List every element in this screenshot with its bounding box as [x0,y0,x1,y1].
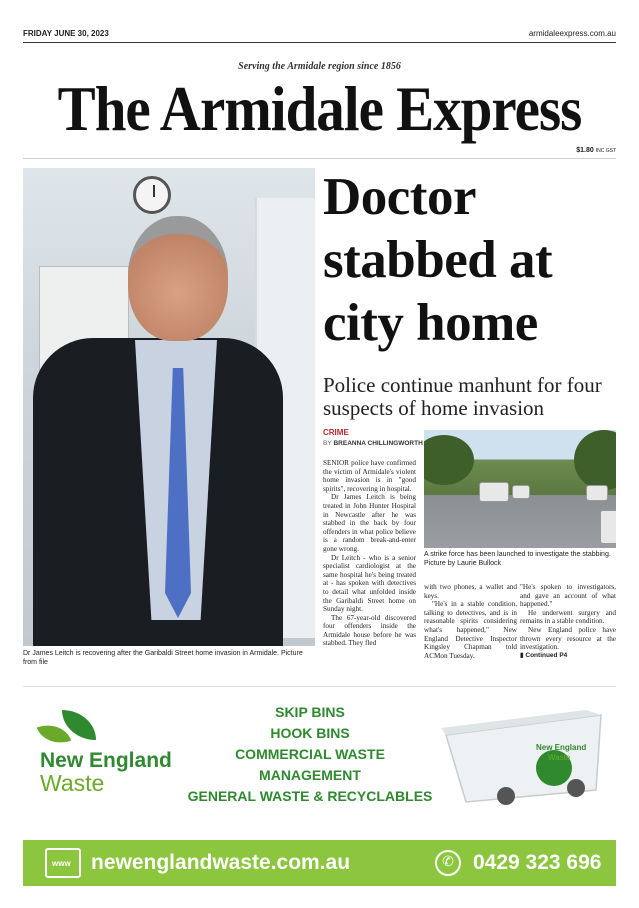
tree-shape [424,435,474,485]
leaf-logo-icon [38,708,98,748]
paragraph: "He's spoken to investigators, and gave an account of what happened." [520,583,616,609]
clock-icon [133,176,171,214]
service-item: COMMERCIAL WASTE [235,746,385,762]
story-column-3 [520,583,616,660]
byline-prefix: BY [323,440,332,447]
price-note: INC GST [595,148,616,154]
car-shape [586,485,608,501]
ad-divider [23,686,616,687]
cover-price [576,147,616,154]
lead-photo [23,168,315,646]
ad-contact-banner [23,840,616,886]
ad-brand-line1: New England [40,749,172,772]
lead-photo-caption: Dr James Leitch is recovering after the Garibaldi Street home invasion in Armidale. Picture from file [23,650,303,666]
paragraph: New England police have thrown every resource at the investigation. [520,625,616,652]
service-item: HOOK BINS [270,725,350,741]
ad-website-link[interactable]: newenglandwaste.com.au [91,851,351,874]
continued-link[interactable]: ▮ Continued P4 [520,651,568,659]
masthead-title: The Armidale Express [57,74,582,145]
ad-brand-line2: Waste [40,770,105,796]
car-shape [479,482,509,502]
www-icon [45,848,81,878]
bin-label-1: New England [536,743,587,752]
bin-label-2: Waste [548,753,571,762]
skip-bin-image [436,710,611,805]
top-bar [23,29,616,43]
story-kicker: CRIME [323,428,349,437]
paragraph: Dr Leitch - who is a senior specialist cardiologist at the same hospital he's being treated at - has spoken with detectives to detail what unfolded inside the Garibaldi Street home on Sunday night. [323,553,416,614]
paragraph: SENIOR police have confirmed the victim of Armidale's violent home invasion is in "good spirits", recovering in hospital. [323,459,416,493]
street-photo [424,430,616,548]
service-item: GENERAL WASTE & RECYCLABLES [187,788,433,804]
continued-text: Continued P4 [525,651,568,659]
ad-services [170,702,450,807]
car-shape [512,485,530,499]
story-subhead: Police continue manhunt for four suspects of home invasion [323,373,602,420]
byline-author: BREANNA CHILLINGWORTH [333,440,423,447]
paragraph: The 67-year-old discovered four offenders inside the Armidale house before he was stabbed. They fled [323,613,416,648]
paragraph: He underwent surgery and remains in a stable condition. [520,608,616,626]
www-label: www [52,859,71,868]
story-column-1 [323,459,416,648]
story-headline: Doctor stabbed at city home [323,168,553,352]
price-value: $1.80 [576,147,594,154]
story-column-2 [424,583,517,660]
masthead-divider [23,158,616,159]
issue-date: FRIDAY JUNE 30, 2023 [23,29,109,38]
street-photo-caption: A strike force has been launched to investigate the stabbing. Picture by Laurie Bullock [424,551,611,567]
head-shape [128,216,228,341]
site-url: armidaleexpress.com.au [528,29,616,38]
service-item: MANAGEMENT [259,767,361,783]
story-byline [323,440,423,447]
paragraph: Dr James Leitch is being treated in John Hunter Hospital in Newcastle after he was stabbed in the back by four offenders in what police believe is a random break-and-enter gone wrong. [323,493,416,553]
phone-icon: ✆ [435,850,461,876]
paragraph: with two phones, a wallet and keys. [424,583,517,600]
ad-phone-number[interactable]: 0429 323 696 [473,851,602,874]
service-item: SKIP BINS [275,704,345,720]
paragraph: "He's in a stable condition, talking to detectives, and is in reasonable spirits considering what's happened," New England Detective Inspector Kingsley Chapman told ACMon Tuesday. [424,600,517,660]
car-shape [600,510,616,544]
tree-shape [574,430,616,490]
masthead-tagline: Serving the Armidale region since 1856 [238,61,401,72]
